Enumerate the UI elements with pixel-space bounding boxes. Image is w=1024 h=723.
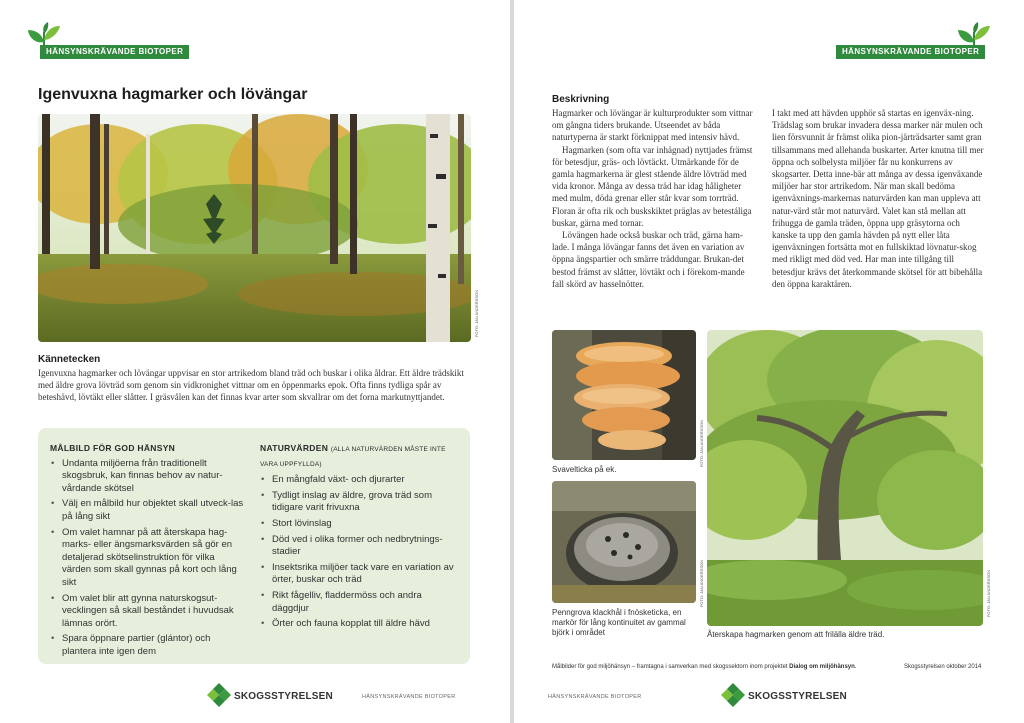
naturvarden-title: NATURVÄRDEN xyxy=(260,443,329,453)
paragraph: Lövängen hade också buskar och träd, gärna ham-lade. I många lövängar fanns det även en variation av öppna ängspartier och smärre träddungar. Brukan-det bestod främst av slåtter, lövtäkt och i förekom-mande fall skörd av hasselnötter. xyxy=(552,230,745,289)
beskrivning-heading: Beskrivning xyxy=(552,94,610,105)
naturvarden-subheading: (ALLA NATURVÄRDEN MÅSTE INTE VARA UPPFYLLDA) xyxy=(260,446,446,468)
footer-tag: HÄNSYNSKRÄVANDE BIOTOPER xyxy=(362,694,456,700)
beskrivning-column-2 xyxy=(772,107,984,290)
guidance-box xyxy=(38,428,470,664)
page-title: Igenvuxna hagmarker och lövängar xyxy=(38,86,308,103)
tinder-fungus-photo xyxy=(552,481,696,603)
skogsstyrelsen-logo xyxy=(720,680,847,710)
footer-note-project: Dialog om miljöhänsyn xyxy=(789,664,855,670)
list-item: • Spara öppnare partier (glántor) och plantera inte igen dem xyxy=(50,633,246,658)
footer-note-text: Målbilder för god miljöhänsyn – framtagna i samverkan med skogssektorn inom projektet xyxy=(552,664,790,670)
section-badge: HÄNSYNSKRÄVANDE BIOTOPER xyxy=(836,45,985,59)
beskrivning-column-1 xyxy=(552,107,756,290)
photo-credit: FOTO: JAN ANDERSSON xyxy=(699,560,704,608)
sulphur-shelf-illustration xyxy=(552,330,696,460)
kannetecken-text xyxy=(38,367,472,404)
section-badge: HÄNSYNSKRÄVANDE BIOTOPER xyxy=(40,45,189,59)
naturvarden-heading xyxy=(260,442,460,471)
malbild-column xyxy=(50,442,246,662)
caption-tinder-fungus: Penngrova klackhål i fnösketicka, en markör för lång kontinuitet av gammal björk i området xyxy=(552,608,686,637)
list-item: • Om valet hamnar på att återskapa hag-marks- eller ängsmarksvärden så gör en detaljerad skötselinstruktion för vilka värden som skall gynnas på kort och lång sikt xyxy=(50,527,246,590)
list-item: • Örter och fauna kopplat till äldre hävd xyxy=(260,618,460,631)
skogsstyrelsen-diamond-logo xyxy=(720,682,746,708)
tinder-fungus-illustration xyxy=(552,481,696,603)
malbild-heading: MÅLBILD FÖR GOD HÄNSYN xyxy=(50,443,176,453)
list-item: • Tydligt inslag av äldre, grova träd som tidigare varit frivuxna xyxy=(260,490,460,515)
forest-photo xyxy=(38,114,471,342)
logo-text: SKOGSSTYRELSEN xyxy=(748,691,847,702)
skogsstyrelsen-diamond-logo xyxy=(206,682,232,708)
list-item: • Insektsrika miljöer tack vare en variation av örter, buskar och träd xyxy=(260,562,460,587)
list-item: • En mångfald växt- och djurarter xyxy=(260,474,460,487)
photo-credit: FOTO: JAN ANDERSSON xyxy=(699,420,704,468)
paragraph: Hagmarken (som ofta var inhägnad) nyttjades främst för betesdjur, gräs- och lövtäckt. Utmärkande för de gamla hagmarkerna är glest stående äldre lövträd med vida kronor. Många av dessa träd har idag håligheter med mulm, döda grenar eller står kvar som torrträd. Floran är ofta rik och buskskiktet präglas av betestáliga buskar, gärna med tornar. xyxy=(552,144,753,228)
paragraph: Hagmarker och lövängar är kulturprodukter som vittnar om gångna tiders brukande. Utseendet av båda naturtyperna är starkt förknippat med intensiv hävd. xyxy=(552,108,753,143)
list-item: • Undanta miljöerna från traditionellt skogsbruk, kan finnas behov av natur-vårdande skötsel xyxy=(50,458,246,496)
naturvarden-list xyxy=(260,474,460,631)
footer-date: Skogsstyrelsen oktober 2014 xyxy=(904,664,982,670)
kannetecken-paragraph: Igenvuxna hagmarker och lövängar uppvisar en stor artrikedom bland träd och buskar i olika åldrar. Ett äldre trädskikt med äldre grova lövträd som genom sin vidkronighet vittnar om en öppenmarks epok. Ofta finns tydliga spår av beteshävd, lövtäkt eller slåtter. I gräsvålen kan det finnas kvar arter som skvallrar om det forna markutnyttjandet. xyxy=(38,368,464,403)
oak-tree-illustration xyxy=(707,330,983,626)
footer-note-end: . xyxy=(854,664,857,670)
caption-oak-tree: Återskapa hagmarken genom att frilälla äldre träd. xyxy=(707,630,885,639)
list-item: • Om valet blir att gynna naturskogsut-vecklingen så skall beståndet i huvudsak lämnas orört. xyxy=(50,593,246,631)
paragraph: I takt med att hävden upphör så startas en igenväx-ning. Trädslag som brukar invadera dessa marker när mulen och lien försvunnit är främst olika pion-järträdsarter samt gran tillsammans med allehanda buskarter. Arter knutna till mer öppna och solbelysta miljöer får nu konkurrens av skogsarter. Detta inne-bär att många av dessa igenväxande miljöer har stor artrikedom. När man skall bedöma igenväxnings-markernas naturvärden kan man uppleva att natur-värd står mot naturvärd. Valet kan stå mellan att frihugga de gamla träden, öppna upp gräsytorna och kanske ta upp den gamla hävden på nytt eller låta igenväxningen fortsätta mot en fullskiktad lövnatur-skog med rikligt med död ved. Har man inte tillgång till betesdjur krävs det återkommande skötsel för att bibehålla den öppna karaktären. xyxy=(772,108,984,289)
photo-credit: FOTO: JAN ANDERSSON xyxy=(474,290,479,338)
sulphur-shelf-photo xyxy=(552,330,696,460)
forest-illustration xyxy=(38,114,471,342)
list-item: • Välj en målbild hur objektet skall utveck-las på lång sikt xyxy=(50,498,246,523)
oak-tree-photo xyxy=(707,330,983,626)
right-page xyxy=(514,0,1024,723)
malbild-list xyxy=(50,458,246,659)
kannetecken-heading: Kännetecken xyxy=(38,354,101,365)
logo-text: SKOGSSTYRELSEN xyxy=(234,691,333,702)
left-page xyxy=(0,0,510,723)
caption-sulphur-shelf: Svavelticka på ek. xyxy=(552,465,617,474)
list-item: • Rikt fågelliv, fladdermöss och andra däggdjur xyxy=(260,590,460,615)
footer-note xyxy=(552,664,856,670)
footer-tag: HÄNSYNSKRÄVANDE BIOTOPER xyxy=(548,694,642,700)
naturvarden-column xyxy=(260,442,460,634)
list-item: • Död ved i olika former och nedbrytnings-stadier xyxy=(260,534,460,559)
photo-credit: FOTO: JAN ANDERSSON xyxy=(986,570,991,618)
list-item: • Stort lövinslag xyxy=(260,518,460,531)
skogsstyrelsen-logo xyxy=(206,680,333,710)
